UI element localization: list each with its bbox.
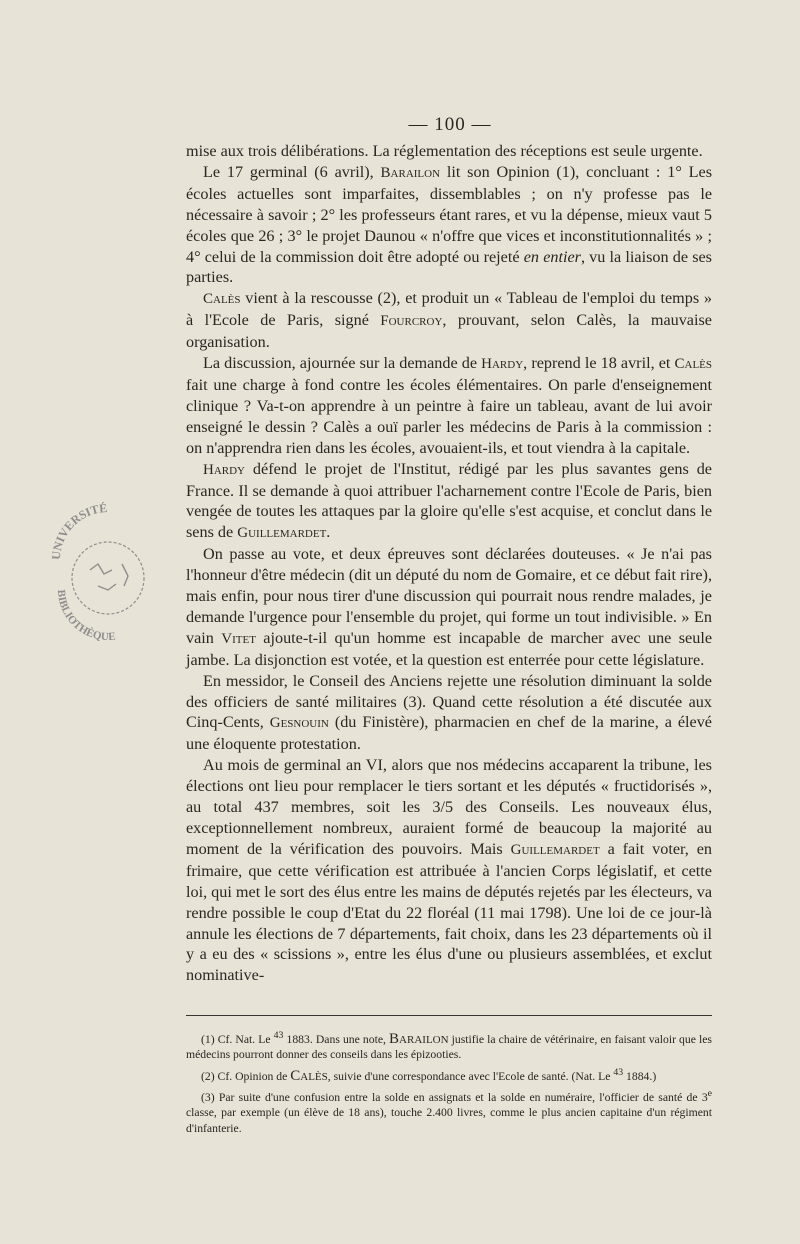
small-caps-name: Gesnouin xyxy=(269,715,329,732)
body-text xyxy=(186,141,712,986)
text-run: vient à la rescousse (2), et produit un « Tableau de l'emploi du temps » à l'Ecole de Paris, signé xyxy=(186,289,712,330)
small-caps-name: Barailon xyxy=(380,164,441,181)
text-run: , reprend le 18 avril, et xyxy=(523,354,675,373)
text-run: (2) Cf. Opinion de xyxy=(201,1069,291,1083)
paragraph xyxy=(186,141,712,162)
text-run: mise aux trois délibérations. La réglementation des réceptions est seule urgente. xyxy=(186,142,703,160)
text-run: a fait voter, en frimaire, que cette vérification est attribuée à l'ancien Corps législatif, et cette loi, qui met le sort des élus entre les mains de députés rejetés par les électeurs, va rendre possible le coup d'Etat du 22 floréal (11 mai 1798). Une loi de ce jour-là annule les élections de 7 départements, fait choix, dans les 23 départements où il y a eu des « scissions », entre les élus d'une ou plusieurs assemblées, et exclut nominative- xyxy=(186,839,712,985)
paragraph xyxy=(186,459,712,545)
small-caps-name: Calès xyxy=(203,291,241,308)
text-run: . xyxy=(326,523,331,542)
text-run: 1884.) xyxy=(623,1069,657,1083)
footnote xyxy=(186,1028,712,1063)
text-run: ajoute-t-il qu'un homme est incapable de marcher avec une seule jambe. La disjonction est votée, et la question est enterrée pour cette législature. xyxy=(186,628,713,669)
text-run: Le 17 germinal (6 avril), xyxy=(203,162,381,181)
small-caps-name: Fourcroy xyxy=(380,313,443,330)
paragraph xyxy=(186,671,712,756)
paragraph xyxy=(186,162,712,288)
paragraph xyxy=(186,755,712,986)
text-run: La discussion, ajournée sur la demande de xyxy=(203,354,482,373)
small-caps-name: Calès xyxy=(290,1067,328,1084)
text-run: (du Finistère), pharmacien en chef de la marine, a élevé une éloquente protestation. xyxy=(186,713,712,754)
superscript: 43 xyxy=(613,1066,624,1078)
small-caps-name: Calès xyxy=(674,356,713,373)
text-run: Au mois de germinal an VI, alors que nos médecins accaparent la tribune, les élections ont lieu pour remplacer le tiers sortant et les députés « fructidorisés », au total 437 membres, soit les 3/5 des Conseils. Les nouveaux élus, exceptionnellement nombreux, auraient formé de beaucoup la majorité au moment de la vérification des pouvoirs. Mais xyxy=(186,756,712,858)
small-caps-name: Vitet xyxy=(221,630,256,647)
footnote-rule xyxy=(186,1015,712,1016)
footnote xyxy=(186,1086,712,1136)
text-run: lit son Opinion (1), concluant : 1° Les écoles actuelles sont imparfaites, dissemblables ; on n'y professe pas le nécessaire à savoir ; 2° les professeurs étant rares, et vu la dépense, mieux vaut 5 écoles que 26 ; 3° le projet Daunou « n'offre que vices et inconstitutionnalités » ; 4° celui de la commission doit être adopté ou rejeté xyxy=(186,162,712,266)
small-caps-name: Guillemardet xyxy=(237,525,327,542)
superscript: 43 xyxy=(273,1030,284,1041)
text-run: justifie la chaire de vétérinaire, en faisant valoir que les médecins pourront donner des conseils dans les épizooties. xyxy=(186,1032,712,1062)
footnote xyxy=(186,1065,712,1084)
small-caps-name: Barailon xyxy=(389,1030,449,1047)
text-run: En messidor, le Conseil des Anciens rejette une résolution diminuant la solde des officiers de santé militaires (3). Quand cette résolution a été discutée aux Cinq-Cents, xyxy=(186,671,712,732)
stamp-text-bottom: BIBLIOTHÈQUE xyxy=(54,589,117,644)
small-caps-name: Hardy xyxy=(203,461,246,478)
page-number: — 100 — xyxy=(408,114,492,135)
text-run: , vu la liaison de ses parties. xyxy=(186,247,712,287)
text-run: (1) Cf. Nat. Le xyxy=(201,1032,274,1046)
text-run: défend le projet de l'Institut, rédigé par les plus savantes gens de France. Il se demande à quoi attribuer l'acharnement contre l'Ecole de Paris, bien vengée de toutes les attaques par la gloire qu'elle s'est acquise, et conclut dans le sens de xyxy=(186,459,712,542)
italic-text: en entier xyxy=(523,247,581,266)
paragraph xyxy=(186,544,712,670)
superscript: e xyxy=(707,1088,712,1099)
text-run: On passe au vote, et deux épreuves sont déclarées douteuses. « Je n'ai pas l'honneur d'être médecin (dit un député du nom de Gomaire, et ce début fait rire), mais enfin, pour nous tirer d'une discussion qui pourrait nous rendre malades, je demande l'urgence pour l'ensemble du projet, qui forme un tout indivisible. » En vain xyxy=(186,545,712,647)
text-run: , prouvant, selon Calès, la mauvaise organisation. xyxy=(186,311,712,352)
small-caps-name: Hardy xyxy=(481,356,524,373)
stamp-text-top: UNIVERSITÉ xyxy=(48,500,108,561)
footnotes xyxy=(186,1028,712,1138)
text-run: (3) Par suite d'une confusion entre la solde en assignats et la solde en numéraire, l'officier de santé de 3 xyxy=(201,1090,708,1104)
text-run: , suivie d'une correspondance avec l'Ecole de santé. (Nat. Le xyxy=(327,1069,614,1083)
library-stamp xyxy=(38,490,166,670)
paragraph xyxy=(186,288,712,353)
text-run: classe, par exemple (un élève de 18 ans), touche 2.400 livres, comme le plus ancien capitaine d'un régiment d'infanterie. xyxy=(186,1106,712,1135)
text-run: 1883. Dans une note, xyxy=(283,1032,390,1046)
paragraph xyxy=(186,353,712,459)
text-run: fait une charge à fond contre les écoles élémentaires. On parle d'enseignement clinique ? Va-t-on apprendre à un peintre à faire un tableau, avant de lui avoir enseigné le dessin ? Calès a ouï parler les médecins de Paris à la commission : on n'apprendra rien dans les écoles, avouaient-ils, et tout viendra à la capitale. xyxy=(186,375,712,457)
small-caps-name: Guillemardet xyxy=(510,841,600,858)
